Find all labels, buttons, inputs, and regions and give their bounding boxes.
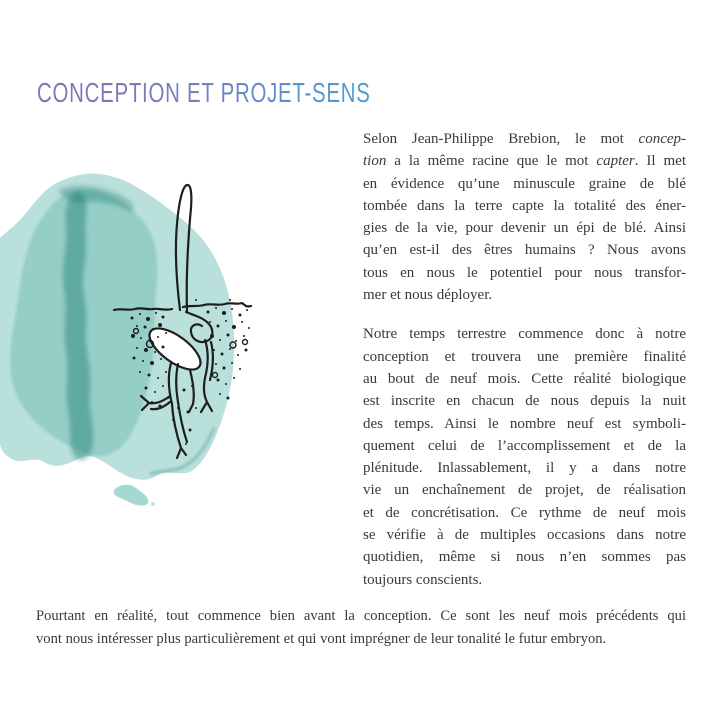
text-line: se vérifie à de multiples occasions dans notre — [363, 527, 686, 544]
text-line: vont nous intéresser plus particulièrement et qui vont imprégner de leur tonalité le futur embryon. — [36, 631, 607, 648]
text-line: qu’en est-il des êtres humains ? Nous avons — [363, 242, 686, 259]
page-title: CONCEPTION ET PROJET-SENS — [37, 77, 371, 108]
text-line: Notre temps terrestre commence donc à notre — [363, 326, 686, 343]
text-line: au bout de neuf mois. Cette réalité biologique — [363, 370, 686, 387]
text-line: tous en nous le potentiel pour nous transfor- — [363, 264, 686, 281]
text-line: vie un enchaînement de projet, de réalisation — [363, 482, 686, 499]
text-line: tion a la même racine que le mot capter. Il met — [363, 153, 687, 170]
text-line: tombée dans la terre capte la totalité des éner- — [363, 197, 686, 214]
text-line: gies de la vie, pour devenir un épi de blé. Ainsi — [363, 220, 686, 237]
text-line: plénitude. Inlassablement, il y a dans notre — [363, 460, 686, 477]
main-text-column — [363, 128, 686, 591]
text-line: quotidien, même si nous n’en sommes pas — [363, 549, 686, 566]
text-line: en évidence qu’une minuscule graine de blé — [363, 175, 686, 192]
text-line: Pourtant en réalité, tout commence bien avant la conception. Ce sont les neuf mois précédents qui — [36, 608, 686, 624]
text-line: et de concrétisation. Ce rythme de neuf mois — [363, 504, 686, 521]
paragraph-neuf-mois — [363, 323, 686, 591]
text-line: est inscrite en chacun de nous depuis la nuit — [363, 393, 686, 410]
text-line: quement celui de l’accomplissement et de la — [363, 437, 686, 454]
text-line: toujours conscients. — [363, 571, 483, 588]
text-line: Selon Jean-Philippe Brebion, le mot concep- — [363, 131, 686, 147]
paragraph-conception — [363, 128, 686, 306]
text-line: des temps. Ainsi le nombre neuf est symboli- — [363, 415, 686, 432]
germinating-seed-illustration — [0, 148, 270, 538]
watercolor-blob — [0, 174, 234, 506]
footer-paragraph — [36, 605, 686, 652]
text-line: conception et trouvera une première finalité — [363, 348, 686, 365]
text-line: mer et nous déployer. — [363, 287, 493, 304]
